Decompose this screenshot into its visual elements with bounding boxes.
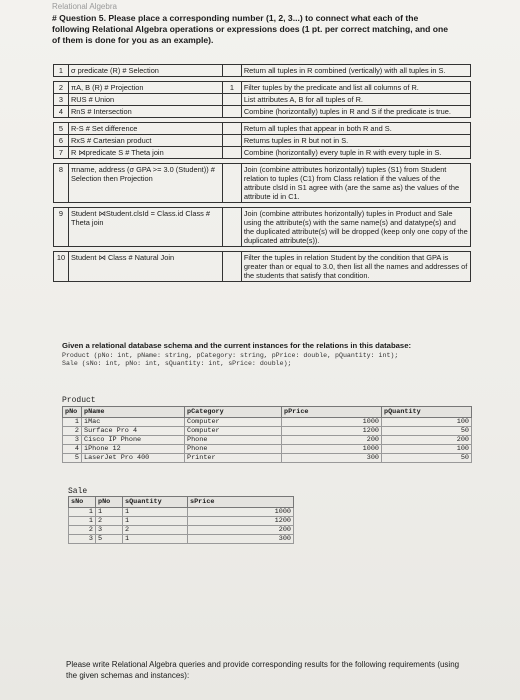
requirements-text: Please write Relational Algebra queries and provide corresponding results for the following requirements (using the given schemas and instances): — [66, 660, 460, 680]
row-number: 1 — [54, 65, 69, 77]
column-header: pNo — [63, 407, 82, 418]
cell: 2 — [69, 526, 96, 535]
row-number: 8 — [54, 164, 69, 203]
operation-cell: πname, address (σ GPA >= 3.0 (Student)) # Selection then Projection — [68, 164, 222, 203]
operation-cell: πA, B (R) # Projection — [68, 82, 222, 94]
operation-cell: RxS # Cartesian product — [68, 135, 222, 147]
table-row — [54, 106, 471, 118]
cell: 2 — [63, 427, 82, 436]
cell: 1200 — [188, 517, 294, 526]
cell: 200 — [188, 526, 294, 535]
cell: 1 — [69, 508, 96, 517]
table-row — [63, 418, 472, 427]
course-header: Relational Algebra — [52, 2, 117, 11]
cell: Phone — [185, 436, 282, 445]
description-cell: List attributes A, B for all tuples of R. — [241, 94, 470, 106]
cell: iPhone 12 — [82, 445, 185, 454]
cell: Printer — [185, 454, 282, 463]
answer-cell[interactable] — [222, 94, 241, 106]
table-row — [54, 65, 471, 77]
cell: 2 — [123, 526, 188, 535]
cell: 1 — [63, 418, 82, 427]
operation-cell: RnS # Intersection — [68, 106, 222, 118]
product-table — [62, 406, 472, 463]
table-header-row — [69, 497, 294, 508]
answer-cell[interactable] — [222, 252, 241, 282]
table-row — [54, 94, 471, 106]
cell: iMac — [82, 418, 185, 427]
operation-cell: σ predicate (R) # Selection — [68, 65, 222, 77]
cell: 5 — [63, 454, 82, 463]
row-number: 5 — [54, 123, 69, 135]
cell: Phone — [185, 445, 282, 454]
description-cell: Join (combine attributes horizontally) tuples (S1) from Student relation to tuples (C1) from Class relation if the values of the attribute clsId in S1 agree with (are the same as) the values of the attribute id in C1. — [241, 164, 470, 203]
cell: 1 — [96, 508, 123, 517]
table-row — [63, 436, 472, 445]
answer-cell[interactable]: 1 — [222, 82, 241, 94]
cell: 1000 — [282, 418, 382, 427]
column-header: pQuantity — [382, 407, 472, 418]
cell: 200 — [282, 436, 382, 445]
operation-cell: R ⋈predicate S # Theta join — [68, 147, 222, 159]
cell: 1 — [69, 517, 96, 526]
table-row — [63, 454, 472, 463]
table-row — [63, 445, 472, 454]
cell: 1 — [123, 535, 188, 544]
operation-cell: R-S # Set difference — [68, 123, 222, 135]
cell: 50 — [382, 454, 472, 463]
cell: 100 — [382, 418, 472, 427]
row-number: 6 — [54, 135, 69, 147]
cell: 3 — [63, 436, 82, 445]
row-number: 2 — [54, 82, 69, 94]
answer-cell[interactable] — [222, 65, 241, 77]
cell: Surface Pro 4 — [82, 427, 185, 436]
cell: LaserJet Pro 400 — [82, 454, 185, 463]
table-row — [69, 517, 294, 526]
answer-cell[interactable] — [222, 106, 241, 118]
cell: 300 — [282, 454, 382, 463]
row-number: 9 — [54, 208, 69, 247]
column-header: pPrice — [282, 407, 382, 418]
table-row — [54, 208, 471, 247]
description-cell: Combine (horizontally) every tuple in R with every tuple in S. — [241, 147, 470, 159]
table-row — [54, 82, 471, 94]
operation-cell: Student ⋈Student.clsId = Class.id Class # Theta join — [68, 208, 222, 247]
cell: Cisco IP Phone — [82, 436, 185, 445]
cell: 2 — [96, 517, 123, 526]
row-number: 3 — [54, 94, 69, 106]
row-number: 7 — [54, 147, 69, 159]
cell: 300 — [188, 535, 294, 544]
table-row — [69, 508, 294, 517]
product-schema: Product (pNo: int, pName: string, pCategory: string, pPrice: double, pQuantity: int); — [62, 352, 399, 359]
operation-cell: Student ⋈ Class # Natural Join — [68, 252, 222, 282]
table-row — [54, 123, 471, 135]
cell: 1 — [123, 508, 188, 517]
description-cell: Return all tuples in R combined (vertically) with all tuples in S. — [241, 65, 470, 77]
cell: 1200 — [282, 427, 382, 436]
cell: 50 — [382, 427, 472, 436]
column-header: pName — [82, 407, 185, 418]
cell: 3 — [69, 535, 96, 544]
table-row — [54, 147, 471, 159]
answer-cell[interactable] — [222, 147, 241, 159]
cell: 100 — [382, 445, 472, 454]
column-header: pCategory — [185, 407, 282, 418]
table-header-row — [63, 407, 472, 418]
cell: 1000 — [282, 445, 382, 454]
operation-cell: RUS # Union — [68, 94, 222, 106]
cell: 1000 — [188, 508, 294, 517]
cell: Computer — [185, 427, 282, 436]
table-row — [69, 526, 294, 535]
table-row — [69, 535, 294, 544]
cell: 4 — [63, 445, 82, 454]
product-table-title: Product — [62, 396, 96, 405]
sale-table — [68, 496, 294, 544]
answer-cell[interactable] — [222, 208, 241, 247]
row-number: 10 — [54, 252, 69, 282]
cell: Computer — [185, 418, 282, 427]
cell: 200 — [382, 436, 472, 445]
table-row — [54, 135, 471, 147]
answer-cell[interactable] — [222, 135, 241, 147]
description-cell: Returns tuples in R but not in S. — [241, 135, 470, 147]
cell: 3 — [96, 526, 123, 535]
table-row — [54, 164, 471, 203]
description-cell: Join (combine attributes horizontally) tuples in Product and Sale using the attribute(s) with the same name(s) and datatype(s) and the duplicated attribute(s) will be dropped (keep only one copy of the duplicated attribute(s)). — [241, 208, 470, 247]
answer-cell[interactable] — [222, 164, 241, 203]
column-header: sPrice — [188, 497, 294, 508]
given-text: Given a relational database schema and the current instances for the relations in this database: — [62, 341, 412, 350]
description-cell: Filter tuples by the predicate and list all columns of R. — [241, 82, 470, 94]
question-text: # Question 5. Please place a corresponding number (1, 2, 3...) to connect what each of the following Relational Algebra operations or expressions does (1 pt. per correct matching, and one of them is done for you as an example). — [52, 13, 449, 45]
column-header: pNo — [96, 497, 123, 508]
sale-table-title: Sale — [68, 487, 88, 496]
description-cell: Filter the tuples in relation Student by the condition that GPA is greater than or equal to 3.0, then list all the names and addresses of the students that satisfy that condition. — [241, 252, 470, 282]
table-row — [63, 427, 472, 436]
column-header: sQuantity — [123, 497, 188, 508]
schema-definitions — [62, 352, 482, 369]
cell: 1 — [123, 517, 188, 526]
matching-table — [53, 64, 471, 282]
column-header: sNo — [69, 497, 96, 508]
description-cell: Combine (horizontally) tuples in R and S if the predicate is true. — [241, 106, 470, 118]
row-number: 4 — [54, 106, 69, 118]
description-cell: Return all tuples that appear in both R and S. — [241, 123, 470, 135]
cell: 5 — [96, 535, 123, 544]
table-row — [54, 252, 471, 282]
answer-cell[interactable] — [222, 123, 241, 135]
sale-schema: Sale (sNo: int, pNo: int, sQuantity: int, sPrice: double); — [62, 360, 292, 368]
